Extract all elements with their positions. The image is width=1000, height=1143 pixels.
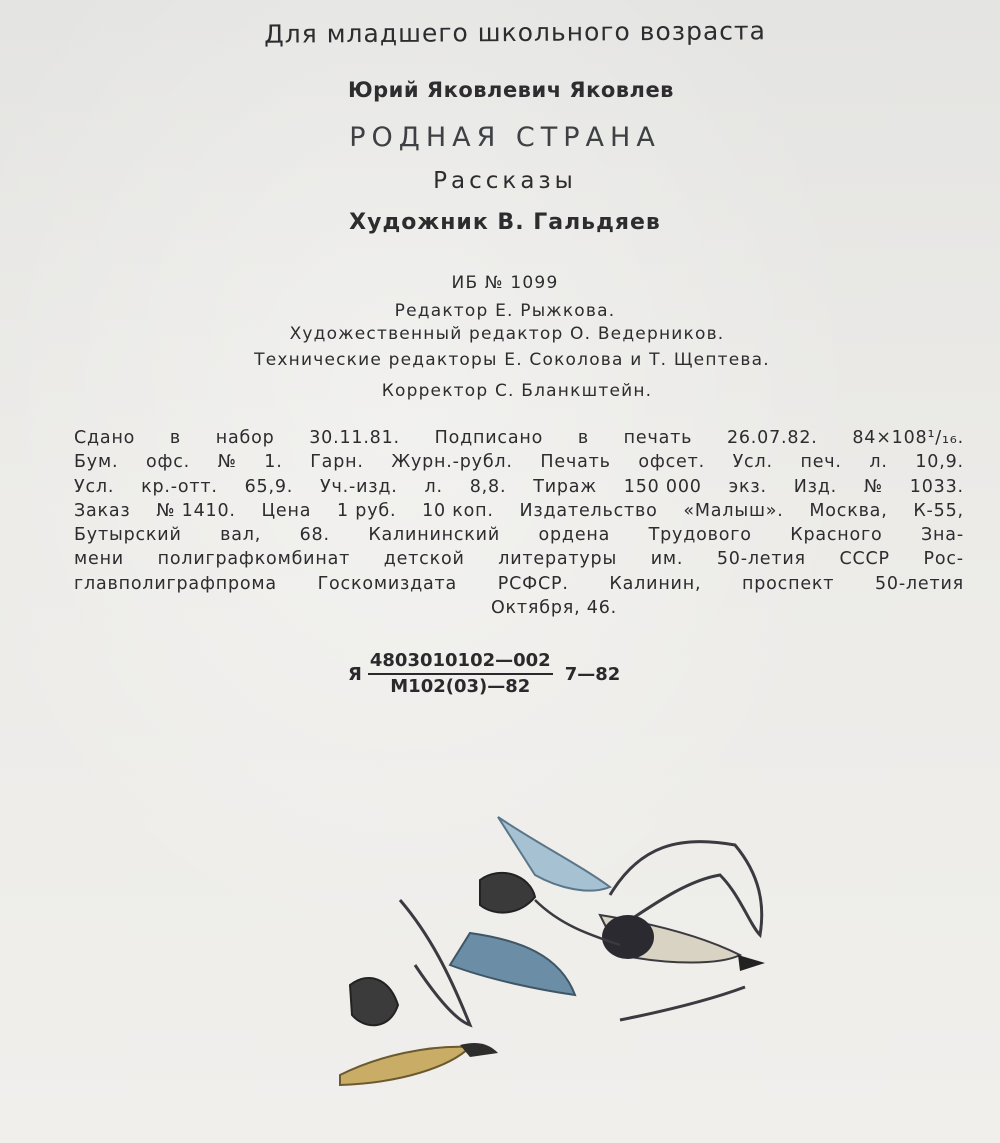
imprint-word: главполиграфпрома — [74, 573, 277, 594]
imprint-word: Подписано — [434, 428, 544, 448]
imprint-line — [74, 523, 964, 547]
imprint-word: 1033. — [909, 476, 964, 497]
imprint-word: РСФСР. — [497, 573, 569, 594]
imprint-line — [74, 426, 964, 450]
imprint-word: Калинин, — [609, 573, 702, 594]
imprint-word: Журн.-рубл. — [391, 452, 513, 473]
imprint-word: 8,8. — [469, 476, 507, 497]
imprint-word: Гарн. — [310, 452, 364, 473]
imprint-word: кр.-отт. — [141, 476, 218, 497]
index-numerator: 4803010102—002 — [368, 650, 553, 675]
imprint-word: Издательство — [519, 500, 658, 521]
imprint-word: Бум. — [74, 452, 119, 473]
imprint-word: 30.11.81. — [309, 428, 400, 448]
imprint-word: полиграфкомбинат — [157, 549, 351, 570]
imprint-word: л. — [869, 452, 888, 473]
imprint-word: Трудового — [648, 525, 752, 546]
imprint-word: детской — [383, 549, 465, 570]
imprint-line — [74, 572, 964, 596]
imprint-word: Цена — [261, 500, 312, 521]
imprint-word: л. — [424, 476, 443, 497]
imprint-word: 26.07.82. — [726, 428, 818, 448]
imprint-word: К-55, — [913, 500, 964, 521]
index-fraction — [368, 650, 553, 698]
author-name: Юрий Яковлевич Яковлев — [348, 78, 674, 102]
imprint-word: печ. — [800, 452, 842, 473]
imprint-word: Рос- — [923, 549, 964, 570]
imprint-word: мени — [74, 549, 124, 570]
imprint-word: в — [577, 428, 589, 448]
imprint-word: 65,9. — [244, 476, 294, 497]
index-prefix: Я — [348, 663, 362, 685]
imprint-word: Москва, — [809, 500, 888, 521]
age-group-label: Для младшего школьного возраста — [264, 16, 766, 49]
imprint-word: им. — [650, 549, 684, 570]
flying-birds-illustration — [320, 805, 790, 1105]
imprint-word: Сдано — [74, 428, 136, 448]
imprint-word: Калининский — [368, 525, 501, 546]
art-editor-credit: Художественный редактор О. Ведерников. — [289, 324, 725, 344]
imprint-word: Заказ — [74, 500, 131, 521]
index-denominator: М102(03)—82 — [390, 676, 531, 697]
imprint-word: № — [217, 452, 237, 473]
imprint-word: Бутырский — [74, 525, 182, 546]
imprint-word: № 1410. — [156, 500, 236, 521]
imprint-block — [74, 426, 964, 620]
index-suffix: 7—82 — [564, 663, 621, 685]
imprint-word: Красного — [790, 525, 883, 546]
imprint-word: 10 коп. — [422, 500, 494, 521]
imprint-word: печать — [623, 428, 693, 448]
imprint-word: Изд. — [793, 476, 837, 497]
imprint-last-line: Октября, 46. — [490, 598, 618, 619]
imprint-word: 50-летия — [874, 573, 964, 594]
book-subtitle: Рассказы — [433, 168, 577, 194]
imprint-word: Тираж — [533, 476, 597, 497]
editor-credit: Редактор Е. Рыжкова. — [394, 301, 616, 321]
imprint-line — [74, 475, 964, 499]
book-title: РОДНАЯ СТРАНА — [349, 122, 661, 153]
imprint-word: 84×108¹/₁₆. — [852, 428, 964, 448]
imprint-word: литературы — [498, 549, 618, 570]
ib-number: ИБ № 1099 — [451, 273, 559, 293]
imprint-word: 10,9. — [915, 452, 964, 473]
catalog-index — [348, 650, 620, 698]
imprint-word: ордена — [538, 525, 611, 546]
imprint-word: 50-летия — [716, 549, 806, 570]
imprint-word: 68. — [299, 525, 330, 546]
imprint-line — [74, 450, 964, 474]
imprint-word: Печать — [540, 452, 611, 473]
imprint-word: Госкомиздата — [317, 573, 458, 594]
imprint-word: «Малыш». — [683, 500, 784, 521]
imprint-word: экз. — [728, 476, 767, 497]
imprint-word: в — [169, 428, 182, 448]
imprint-line — [74, 547, 964, 571]
imprint-word: проспект — [742, 573, 835, 594]
imprint-word: Уч.-изд. — [320, 476, 398, 497]
imprint-word: СССР — [839, 549, 890, 570]
tech-editors-credit: Технические редакторы Е. Соколова и Т. Щептева. — [254, 350, 770, 370]
imprint-word: офсет. — [638, 452, 705, 473]
imprint-word: 150 000 — [623, 476, 702, 497]
imprint-word: Зна- — [921, 525, 964, 546]
imprint-word: вал, — [220, 525, 262, 546]
imprint-word: 1. — [264, 452, 283, 473]
imprint-word: Усл. — [74, 476, 115, 497]
imprint-word: 1 руб. — [336, 500, 397, 521]
proofreader-credit: Корректор С. Бланкштейн. — [381, 381, 653, 401]
imprint-word: Усл. — [732, 452, 773, 473]
imprint-line — [74, 499, 964, 523]
imprint-word: офс. — [145, 452, 191, 473]
illustrator-credit: Художник В. Гальдяев — [349, 210, 661, 235]
imprint-word: № — [863, 476, 883, 497]
imprint-word: набор — [215, 428, 275, 448]
